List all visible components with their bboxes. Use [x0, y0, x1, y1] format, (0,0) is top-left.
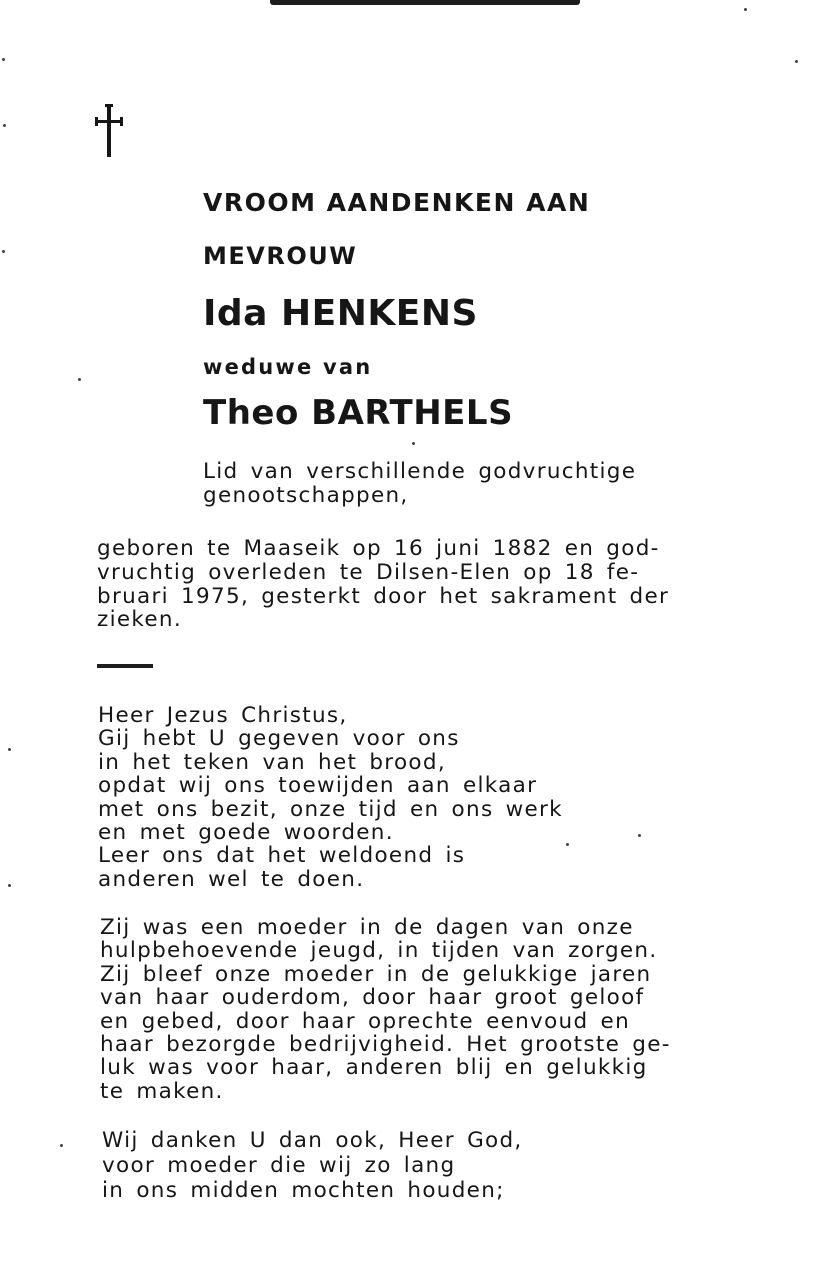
tribute-line: van haar ouderdom, door haar groot geloof: [100, 985, 645, 1011]
prayer-line: Leer ons dat het weldoend is: [98, 843, 466, 869]
scan-speck: [2, 250, 5, 253]
birth-death-text: [97, 537, 669, 632]
tribute-line: haar bezorgde bedrijvigheid. Het grootste ge-: [100, 1032, 671, 1058]
prayer-text: [98, 704, 563, 891]
birth-death-line: geboren te Maaseik op 16 juni 1882 en god-: [97, 536, 660, 561]
husband-name: Theo BARTHELS: [203, 393, 514, 433]
tribute-line: en gebed, door haar oprechte eenvoud en: [100, 1008, 630, 1034]
scan-speck: [638, 834, 641, 837]
scan-speck: [2, 58, 5, 61]
memorial-intro: VROOM AANDENKEN AAN: [203, 188, 591, 217]
mother-tribute-text: [100, 916, 671, 1103]
tribute-line: Zij was een moeder in de dagen van onze: [100, 915, 634, 940]
membership-text: [203, 460, 636, 508]
birth-death-line: vruchtig overleden te Dilsen-Elen op 18 fe-: [97, 559, 640, 585]
birth-death-line: bruari 1975, gesterkt door het sakrament der: [97, 583, 670, 609]
scan-speck: [795, 60, 798, 63]
thanks-text: [102, 1128, 523, 1203]
prayer-line: Gij hebt U gegeven voor ons: [98, 726, 460, 752]
prayer-line: met ons bezit, onze tijd en ons werk: [98, 796, 563, 822]
thanks-line: in ons midden mochten houden;: [102, 1178, 505, 1203]
tribute-line: te maken.: [100, 1078, 224, 1104]
scan-speck: [412, 442, 415, 445]
deceased-name: Ida HENKENS: [203, 293, 478, 334]
membership-line: Lid van verschillende godvruchtige: [203, 459, 637, 484]
scan-speck: [744, 8, 747, 11]
prayer-line: anderen wel te doen.: [98, 866, 365, 892]
thanks-line: Wij danken U dan ook, Heer God,: [102, 1128, 523, 1153]
tribute-line: Zij bleef onze moeder in de gelukkige jaren: [100, 961, 652, 987]
scan-speck: [566, 843, 569, 846]
cross-icon: [93, 103, 125, 159]
tribute-line: hulpbehoevende jeugd, in tijden van zorgen.: [100, 938, 658, 964]
prayer-line: opdat wij ons toewijden aan elkaar: [98, 773, 538, 799]
tribute-line: luk was voor haar, anderen blij en gelukkig: [100, 1055, 648, 1081]
section-divider: [97, 664, 153, 668]
membership-line: genootschappen,: [203, 482, 409, 508]
scan-speck: [78, 378, 81, 381]
prayer-line: en met goede woorden.: [98, 820, 394, 846]
deceased-title: MEVROUW: [203, 242, 358, 270]
scan-speck: [8, 748, 11, 751]
prayer-line: in het teken van het brood,: [98, 749, 446, 775]
scan-speck: [8, 884, 11, 887]
widow-of-label: weduwe van: [203, 355, 373, 379]
birth-death-line: zieken.: [97, 607, 182, 633]
scan-speck: [60, 1144, 63, 1147]
scan-top-edge-mark: [270, 0, 580, 5]
thanks-line: voor moeder die wij zo lang: [102, 1153, 456, 1178]
prayer-line: Heer Jezus Christus,: [98, 703, 348, 728]
scan-speck: [3, 124, 6, 127]
